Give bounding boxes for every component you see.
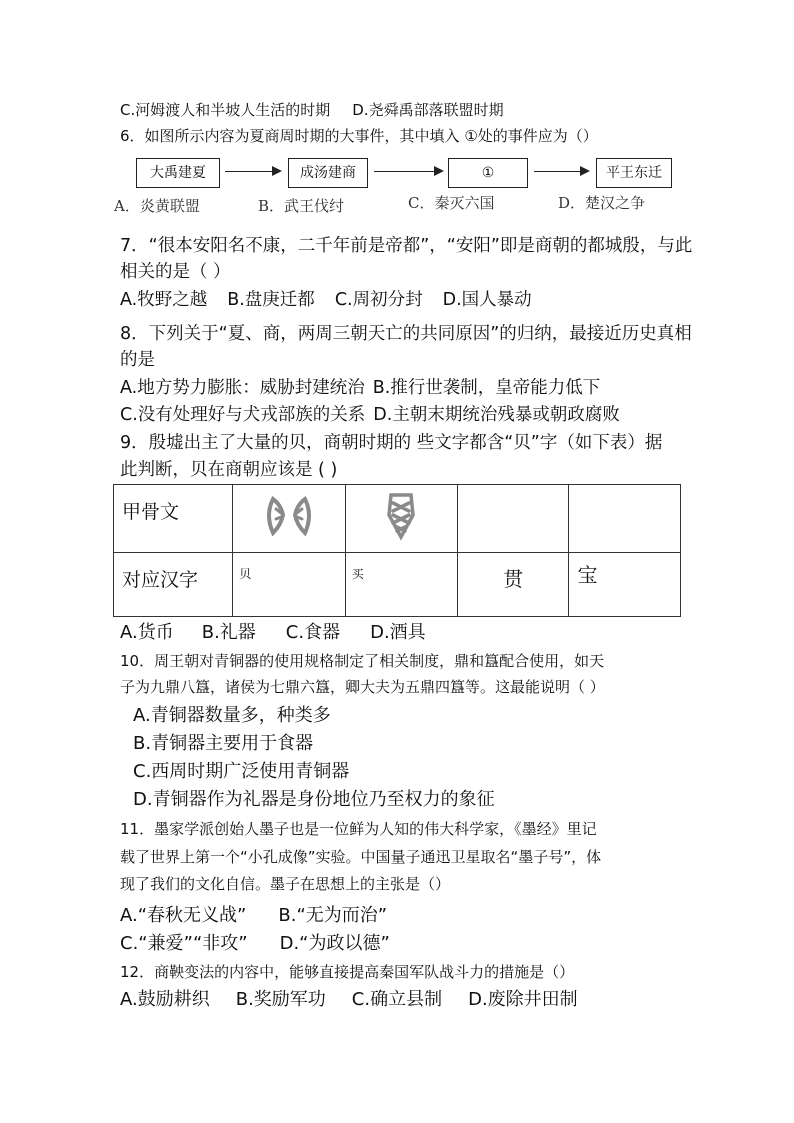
q5-option-d[interactable]: D.尧舜禹部落联盟时期	[352, 101, 504, 119]
q6-stem: 6．如图所示内容为夏商周时期的大事件，其中填入 ①处的事件应为（）	[120, 127, 598, 145]
q10-stem-line1: 10．周王朝对青铜器的使用规格制定了相关制度，鼎和簋配合使用，如天	[120, 652, 605, 670]
q11-stem-line2: 载了世界上第一个“小孔成像”实验。中国量子通迅卫星取名“墨子号”，体	[120, 848, 602, 866]
q12-option-a[interactable]: A.鼓励耕织	[120, 989, 210, 1010]
q8-option-c[interactable]: C.没有处理好与犬戎部族的关系	[120, 405, 366, 425]
flow-box-1: 大禹建夏	[136, 158, 220, 188]
oracle-cell-empty-1	[458, 485, 569, 553]
oracle-glyph-bei	[233, 485, 345, 553]
q11-option-a[interactable]: A.“春秋无义战”	[120, 905, 247, 926]
char-guan: 贯	[458, 553, 569, 617]
q6-option-b[interactable]: B．武王伐纣	[258, 197, 345, 215]
q12-options	[120, 987, 578, 1013]
q12-option-d[interactable]: D.废除井田制	[468, 989, 578, 1010]
q6-option-d[interactable]: D．楚汉之争	[558, 194, 646, 212]
q11-stem-line3: 现了我们的文化自信。墨子在思想上的主张是（）	[120, 875, 451, 893]
q12-option-c[interactable]: C.确立县制	[351, 989, 443, 1010]
q10-option-d[interactable]: D.青铜器作为礼器是身份地位乃至权力的象征	[133, 789, 495, 810]
flow-arrow-2	[374, 171, 442, 172]
row-label-modern: 对应汉字	[114, 553, 233, 617]
flow-arrow-3	[534, 171, 588, 172]
q7-stem-line1: 7．“很本安阳名不康，二千年前是帝都”，“安阳”即是商朝的都城殷，与此	[120, 236, 693, 256]
q8-stem-line2: 的是	[120, 350, 155, 370]
q10-option-a[interactable]: A.青铜器数量多，种类多	[133, 705, 331, 726]
q11-option-d[interactable]: D.“为政以德”	[279, 933, 390, 954]
q12-option-b[interactable]: B.奖励军功	[235, 989, 326, 1010]
q11-option-b[interactable]: B.“无为而治”	[278, 905, 388, 926]
q7-option-a[interactable]: A.牧野之越	[120, 290, 208, 310]
q9-glyph-table	[113, 484, 681, 617]
q8-option-a[interactable]: A.地方势力膨胀：威胁封建统治	[120, 378, 365, 398]
oracle-bei-icon	[259, 485, 319, 545]
q10-option-c[interactable]: C.西周时期广泛使用青铜器	[133, 761, 350, 782]
q9-stem-line1: 9．殷墟出主了大量的贝，商朝时期的 些文字都含“贝”字（如下表）据	[120, 433, 663, 453]
flow-box-4: 平王东迁	[596, 158, 672, 188]
q11-stem-line1: 11．墨家学派创始人墨子也是一位鲜为人知的伟大科学家，《墨经》里记	[120, 820, 597, 838]
q8-option-d[interactable]: D.主朝末期统治残暴或朝政腐败	[373, 405, 620, 425]
q12-stem: 12．商鞅变法的内容中，能够直接提高秦国军队战斗力的措施是（）	[120, 963, 575, 981]
q7-option-d[interactable]: D.国人暴动	[442, 290, 532, 310]
q11-options-ab	[120, 903, 387, 929]
q7-stem-line2: 相关的是（ ）	[120, 262, 231, 282]
row-label-oracle: 甲骨文	[114, 485, 233, 553]
q11-options-cd	[120, 931, 390, 957]
oracle-glyph-mai	[345, 485, 457, 553]
q8-options-ab	[120, 375, 600, 401]
q6-option-c[interactable]: C．秦灭六国	[408, 194, 495, 212]
q10-stem-line2: 子为九鼎八簋，诸侯为七鼎六簋，卿大夫为五鼎四簋等。这最能说明（ ）	[120, 678, 605, 696]
q9-option-a[interactable]: A.货币	[120, 622, 174, 643]
q5-option-c[interactable]: C.河姆渡人和半坡人生活的时期	[120, 101, 331, 119]
flow-box-2: 成汤建商	[288, 158, 368, 188]
flow-arrow-1	[225, 171, 280, 172]
q11-option-c[interactable]: C.“兼爱”“非攻”	[120, 933, 248, 954]
q8-option-b[interactable]: B.推行世袭制，皇帝能力低下	[372, 378, 601, 398]
char-mai: 买	[345, 553, 457, 617]
table-row-oracle	[114, 485, 681, 553]
oracle-mai-icon	[371, 485, 431, 545]
q9-stem-line2: 此判断，贝在商朝应该是 ( )	[120, 460, 338, 480]
q8-stem-line1: 8．下列关于“夏、商，两周三朝天亡的共同原因”的归纳，最接近历史真相	[120, 324, 692, 344]
q6-flowchart	[114, 150, 680, 225]
oracle-cell-empty-2	[569, 485, 681, 553]
q10-option-b[interactable]: B.青铜器主要用于食器	[133, 733, 314, 754]
table-row-modern	[114, 553, 681, 617]
q6-option-a[interactable]: A．炎黄联盟	[114, 197, 200, 215]
q7-option-c[interactable]: C.周初分封	[334, 290, 423, 310]
q5-options-cd	[120, 99, 504, 121]
q9-options	[120, 620, 426, 646]
q9-option-c[interactable]: C.食器	[285, 622, 341, 643]
flow-box-blank: ①	[448, 158, 528, 188]
q9-option-b[interactable]: B.礼器	[201, 622, 256, 643]
q8-options-cd	[120, 402, 620, 428]
char-bei: 贝	[233, 553, 345, 617]
char-bao: 宝	[569, 553, 681, 617]
q9-option-d[interactable]: D.酒具	[370, 622, 426, 643]
q7-options	[120, 287, 532, 313]
q7-option-b[interactable]: B.盘庚迁都	[227, 290, 315, 310]
